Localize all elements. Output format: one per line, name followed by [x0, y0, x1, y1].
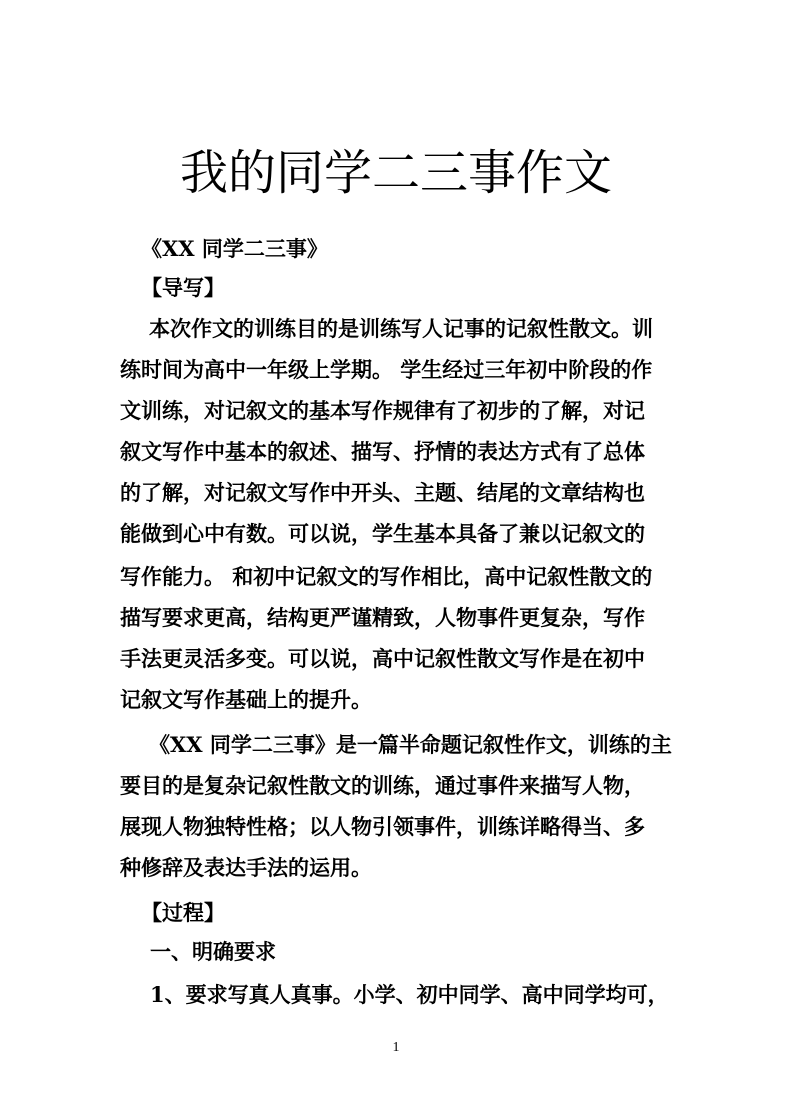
requirement-subheading: 一、明确要求 [150, 939, 276, 964]
paragraph-1-line: 的了解，对记叙文写作中开头、主题、结尾的文章结构也 [120, 480, 645, 505]
paragraph-1-line: 本次作文的训练目的是训练写人记事的记叙性散文。训 [149, 316, 653, 341]
paragraph-2-line: 《XX 同学二三事》是一篇半命题记叙性作文，训练的主 [149, 732, 672, 757]
paragraph-2-line: 展现人物独特性格；以人物引领事件，训练详略得当、多 [120, 814, 645, 839]
paragraph-1-line: 练时间为高中一年级上学期。 学生经过三年初中阶段的作 [120, 357, 653, 382]
paragraph-1-line: 写作能力。 和初中记叙文的写作相比，高中记叙性散文的 [120, 564, 653, 589]
page-number: 1 [392, 1040, 400, 1055]
paragraph-1-line: 记叙文写作基础上的提升。 [120, 687, 372, 712]
paragraph-2-line: 要目的是复杂记叙性散文的训练，通过事件来描写人物， [120, 773, 645, 798]
paragraph-1-line: 描写要求更高，结构更严谨精致，人物事件更复杂，写作 [120, 605, 645, 630]
paragraph-2-line: 种修辞及表达手法的运用。 [120, 855, 372, 880]
paragraph-1-line: 文训练，对记叙文的基本写作规律有了初步的了解，对记 [120, 398, 645, 423]
requirement-item: 1、要求写真人真事。小学、初中同学、高中同学均可， [150, 982, 669, 1007]
essay-subtitle: 《XX 同学二三事》 [141, 236, 328, 261]
paragraph-1-line: 手法更灵活多变。可以说，高中记叙性散文写作是在初中 [120, 646, 645, 671]
paragraph-1-line: 能做到心中有数。可以说，学生基本具备了兼以记叙文的 [120, 521, 645, 546]
paragraph-1-line: 叙文写作中基本的叙述、描写、抒情的表达方式有了总体 [120, 439, 645, 464]
section-guide-heading: 【导写】 [141, 275, 225, 300]
section-process-heading: 【过程】 [141, 900, 225, 925]
document-title: 我的同学二三事作文 [179, 145, 612, 201]
